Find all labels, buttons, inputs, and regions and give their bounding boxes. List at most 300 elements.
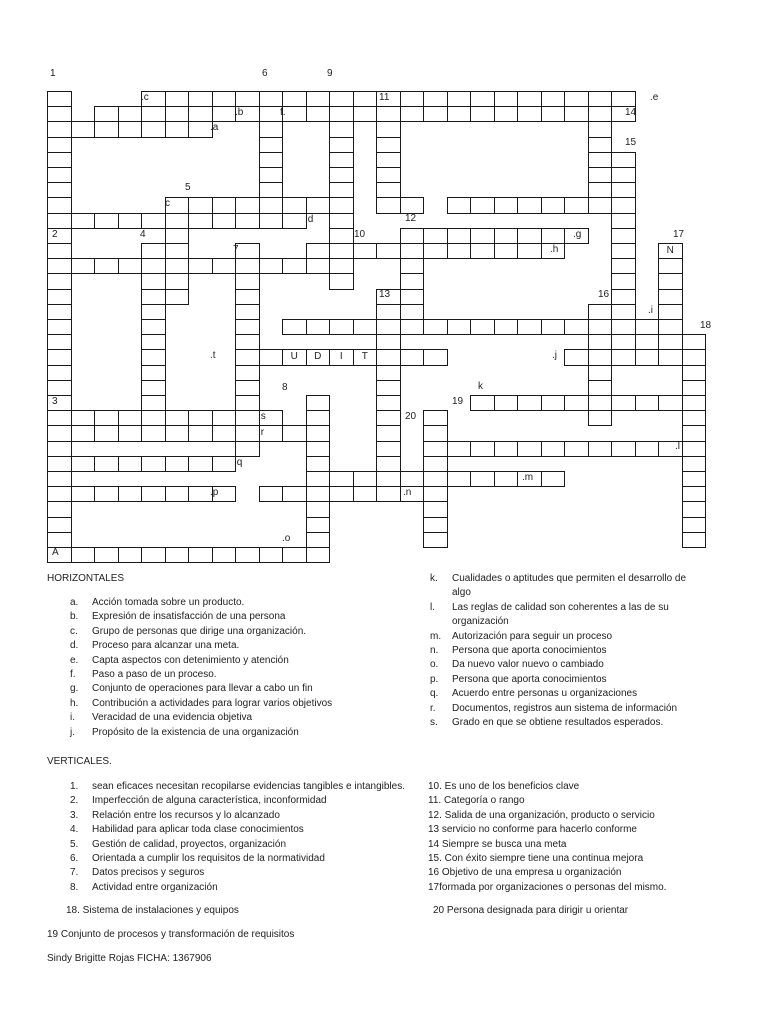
- grid-cell[interactable]: [47, 137, 72, 153]
- grid-cell[interactable]: [376, 486, 401, 502]
- grid-cell[interactable]: [564, 319, 589, 335]
- grid-cell[interactable]: [517, 91, 542, 107]
- grid-cell[interactable]: [306, 501, 331, 517]
- grid-cell[interactable]: [282, 547, 307, 563]
- grid-cell[interactable]: [259, 137, 284, 153]
- grid-cell[interactable]: [353, 319, 378, 335]
- grid-cell[interactable]: [47, 213, 72, 229]
- grid-cell[interactable]: [611, 319, 636, 335]
- grid-cell[interactable]: [494, 441, 519, 457]
- grid-cell[interactable]: [235, 425, 260, 441]
- grid-cell[interactable]: [682, 334, 707, 350]
- grid-cell[interactable]: [212, 258, 237, 274]
- grid-cell[interactable]: [658, 304, 683, 320]
- grid-cell[interactable]: [682, 456, 707, 472]
- grid-cell[interactable]: [611, 182, 636, 198]
- grid-cell[interactable]: [118, 258, 143, 274]
- grid-cell[interactable]: [611, 258, 636, 274]
- grid-cell[interactable]: [306, 91, 331, 107]
- grid-cell[interactable]: [658, 273, 683, 289]
- grid-cell[interactable]: [141, 425, 166, 441]
- grid-cell[interactable]: [682, 395, 707, 411]
- grid-cell[interactable]: [47, 106, 72, 122]
- grid-cell[interactable]: [165, 547, 190, 563]
- grid-cell[interactable]: [376, 395, 401, 411]
- grid-cell[interactable]: [682, 410, 707, 426]
- grid-cell[interactable]: [376, 121, 401, 137]
- grid-cell[interactable]: [306, 243, 331, 259]
- grid-cell[interactable]: [165, 91, 190, 107]
- grid-cell[interactable]: [141, 547, 166, 563]
- grid-cell[interactable]: [517, 106, 542, 122]
- grid-cell[interactable]: [470, 228, 495, 244]
- grid-cell[interactable]: [306, 425, 331, 441]
- grid-cell[interactable]: [235, 441, 260, 457]
- grid-cell[interactable]: [282, 197, 307, 213]
- grid-cell[interactable]: [682, 517, 707, 533]
- grid-cell[interactable]: [353, 106, 378, 122]
- grid-cell[interactable]: [494, 106, 519, 122]
- grid-cell[interactable]: [588, 410, 613, 426]
- grid-cell[interactable]: [212, 213, 237, 229]
- grid-cell[interactable]: [611, 228, 636, 244]
- grid-cell[interactable]: [611, 304, 636, 320]
- grid-cell[interactable]: [353, 243, 378, 259]
- grid-cell[interactable]: [141, 258, 166, 274]
- grid-cell[interactable]: [376, 425, 401, 441]
- grid-cell[interactable]: [141, 304, 166, 320]
- grid-cell[interactable]: [353, 471, 378, 487]
- grid-cell[interactable]: [94, 456, 119, 472]
- grid-cell[interactable]: T: [353, 349, 378, 365]
- grid-cell[interactable]: [635, 319, 660, 335]
- grid-cell[interactable]: [470, 106, 495, 122]
- grid-cell[interactable]: [541, 319, 566, 335]
- grid-cell[interactable]: [141, 380, 166, 396]
- grid-cell[interactable]: [47, 501, 72, 517]
- grid-cell[interactable]: [611, 334, 636, 350]
- grid-cell[interactable]: [588, 121, 613, 137]
- grid-cell[interactable]: [282, 91, 307, 107]
- grid-cell[interactable]: [165, 486, 190, 502]
- grid-cell[interactable]: [212, 91, 237, 107]
- grid-cell[interactable]: [235, 380, 260, 396]
- grid-cell[interactable]: [47, 152, 72, 168]
- grid-cell[interactable]: [282, 425, 307, 441]
- grid-cell[interactable]: [71, 213, 96, 229]
- grid-cell[interactable]: [47, 471, 72, 487]
- grid-cell[interactable]: [517, 228, 542, 244]
- grid-cell[interactable]: [329, 182, 354, 198]
- grid-cell[interactable]: [329, 471, 354, 487]
- grid-cell[interactable]: [400, 106, 425, 122]
- grid-cell[interactable]: [517, 319, 542, 335]
- grid-cell[interactable]: [282, 213, 307, 229]
- grid-cell[interactable]: [376, 456, 401, 472]
- grid-cell[interactable]: [188, 456, 213, 472]
- grid-cell[interactable]: [400, 197, 425, 213]
- grid-cell[interactable]: [118, 486, 143, 502]
- grid-cell[interactable]: [47, 228, 72, 244]
- grid-cell[interactable]: [423, 319, 448, 335]
- grid-cell[interactable]: [376, 167, 401, 183]
- grid-cell[interactable]: [588, 137, 613, 153]
- grid-cell[interactable]: [376, 106, 401, 122]
- grid-cell[interactable]: [47, 486, 72, 502]
- grid-cell[interactable]: [235, 410, 260, 426]
- grid-cell[interactable]: [682, 501, 707, 517]
- grid-cell[interactable]: [235, 319, 260, 335]
- grid-cell[interactable]: [376, 304, 401, 320]
- grid-cell[interactable]: [658, 319, 683, 335]
- grid-cell[interactable]: [423, 91, 448, 107]
- grid-cell[interactable]: [329, 273, 354, 289]
- grid-cell[interactable]: [259, 486, 284, 502]
- grid-cell[interactable]: [376, 182, 401, 198]
- grid-cell[interactable]: [423, 471, 448, 487]
- grid-cell[interactable]: [212, 106, 237, 122]
- grid-cell[interactable]: [494, 319, 519, 335]
- grid-cell[interactable]: [47, 182, 72, 198]
- grid-cell[interactable]: [470, 471, 495, 487]
- grid-cell[interactable]: [306, 517, 331, 533]
- grid-cell[interactable]: [235, 334, 260, 350]
- grid-cell[interactable]: [400, 273, 425, 289]
- grid-cell[interactable]: [541, 197, 566, 213]
- grid-cell[interactable]: [306, 106, 331, 122]
- grid-cell[interactable]: [282, 319, 307, 335]
- grid-cell[interactable]: [259, 213, 284, 229]
- grid-cell[interactable]: [118, 547, 143, 563]
- grid-cell[interactable]: [329, 213, 354, 229]
- grid-cell[interactable]: [588, 197, 613, 213]
- grid-cell[interactable]: [94, 547, 119, 563]
- grid-cell[interactable]: [306, 456, 331, 472]
- grid-cell[interactable]: [541, 471, 566, 487]
- grid-cell[interactable]: [47, 243, 72, 259]
- grid-cell[interactable]: [188, 213, 213, 229]
- grid-cell[interactable]: [306, 319, 331, 335]
- grid-cell[interactable]: [376, 365, 401, 381]
- grid-cell[interactable]: [329, 243, 354, 259]
- grid-cell[interactable]: N: [658, 243, 683, 259]
- grid-cell[interactable]: [658, 334, 683, 350]
- grid-cell[interactable]: [259, 547, 284, 563]
- grid-cell[interactable]: [259, 258, 284, 274]
- grid-cell[interactable]: [611, 349, 636, 365]
- grid-cell[interactable]: [423, 228, 448, 244]
- grid-cell[interactable]: [353, 91, 378, 107]
- grid-cell[interactable]: [94, 121, 119, 137]
- grid-cell[interactable]: [658, 349, 683, 365]
- grid-cell[interactable]: [635, 349, 660, 365]
- grid-cell[interactable]: [235, 273, 260, 289]
- grid-cell[interactable]: [259, 349, 284, 365]
- grid-cell[interactable]: [212, 425, 237, 441]
- grid-cell[interactable]: [423, 243, 448, 259]
- grid-cell[interactable]: [470, 243, 495, 259]
- grid-cell[interactable]: [212, 456, 237, 472]
- grid-cell[interactable]: [588, 304, 613, 320]
- grid-cell[interactable]: [541, 91, 566, 107]
- grid-cell[interactable]: [353, 486, 378, 502]
- grid-cell[interactable]: [188, 106, 213, 122]
- grid-cell[interactable]: [47, 441, 72, 457]
- grid-cell[interactable]: [588, 106, 613, 122]
- grid-cell[interactable]: [329, 91, 354, 107]
- grid-cell[interactable]: [94, 486, 119, 502]
- grid-cell[interactable]: [235, 365, 260, 381]
- grid-cell[interactable]: [235, 349, 260, 365]
- grid-cell[interactable]: [94, 410, 119, 426]
- grid-cell[interactable]: [141, 289, 166, 305]
- grid-cell[interactable]: [141, 395, 166, 411]
- grid-cell[interactable]: [47, 532, 72, 548]
- grid-cell[interactable]: [376, 319, 401, 335]
- grid-cell[interactable]: [306, 395, 331, 411]
- grid-cell[interactable]: [376, 441, 401, 457]
- grid-cell[interactable]: [188, 197, 213, 213]
- grid-cell[interactable]: I: [329, 349, 354, 365]
- grid-cell[interactable]: [541, 106, 566, 122]
- grid-cell[interactable]: [470, 441, 495, 457]
- grid-cell[interactable]: [588, 182, 613, 198]
- grid-cell[interactable]: [588, 441, 613, 457]
- grid-cell[interactable]: [494, 197, 519, 213]
- grid-cell[interactable]: [141, 410, 166, 426]
- grid-cell[interactable]: [423, 517, 448, 533]
- grid-cell[interactable]: [423, 349, 448, 365]
- grid-cell[interactable]: [188, 121, 213, 137]
- grid-cell[interactable]: [235, 304, 260, 320]
- grid-cell[interactable]: [376, 137, 401, 153]
- grid-cell[interactable]: [118, 213, 143, 229]
- grid-cell[interactable]: [400, 349, 425, 365]
- grid-cell[interactable]: [611, 273, 636, 289]
- grid-cell[interactable]: [71, 486, 96, 502]
- grid-cell[interactable]: [682, 486, 707, 502]
- grid-cell[interactable]: [306, 547, 331, 563]
- grid-cell[interactable]: [682, 365, 707, 381]
- grid-cell[interactable]: [141, 121, 166, 137]
- grid-cell[interactable]: [188, 258, 213, 274]
- grid-cell[interactable]: [47, 319, 72, 335]
- grid-cell[interactable]: [658, 258, 683, 274]
- grid-cell[interactable]: [188, 547, 213, 563]
- grid-cell[interactable]: [376, 243, 401, 259]
- grid-cell[interactable]: [141, 456, 166, 472]
- grid-cell[interactable]: [611, 91, 636, 107]
- grid-cell[interactable]: [400, 228, 425, 244]
- grid-cell[interactable]: [165, 456, 190, 472]
- grid-cell[interactable]: [282, 258, 307, 274]
- grid-cell[interactable]: [588, 395, 613, 411]
- grid-cell[interactable]: [423, 532, 448, 548]
- grid-cell[interactable]: [141, 273, 166, 289]
- grid-cell[interactable]: [165, 425, 190, 441]
- grid-cell[interactable]: [447, 471, 472, 487]
- grid-cell[interactable]: [259, 91, 284, 107]
- grid-cell[interactable]: [141, 349, 166, 365]
- grid-cell[interactable]: [47, 258, 72, 274]
- grid-cell[interactable]: [588, 319, 613, 335]
- grid-cell[interactable]: [94, 106, 119, 122]
- grid-cell[interactable]: [188, 410, 213, 426]
- grid-cell[interactable]: [47, 91, 72, 107]
- grid-cell[interactable]: [235, 258, 260, 274]
- grid-cell[interactable]: [447, 106, 472, 122]
- grid-cell[interactable]: [611, 152, 636, 168]
- grid-cell[interactable]: [329, 319, 354, 335]
- grid-cell[interactable]: [376, 380, 401, 396]
- grid-cell[interactable]: [47, 273, 72, 289]
- grid-cell[interactable]: [118, 121, 143, 137]
- grid-cell[interactable]: [329, 167, 354, 183]
- grid-cell[interactable]: [658, 289, 683, 305]
- grid-cell[interactable]: [94, 425, 119, 441]
- grid-cell[interactable]: [188, 425, 213, 441]
- grid-cell[interactable]: [400, 91, 425, 107]
- grid-cell[interactable]: [141, 213, 166, 229]
- grid-cell[interactable]: [141, 486, 166, 502]
- grid-cell[interactable]: [423, 456, 448, 472]
- grid-cell[interactable]: [400, 243, 425, 259]
- grid-cell[interactable]: [47, 517, 72, 533]
- grid-cell[interactable]: [682, 349, 707, 365]
- grid-cell[interactable]: [47, 395, 72, 411]
- grid-cell[interactable]: [376, 471, 401, 487]
- grid-cell[interactable]: [400, 258, 425, 274]
- grid-cell[interactable]: [165, 106, 190, 122]
- grid-cell[interactable]: [447, 228, 472, 244]
- grid-cell[interactable]: [94, 258, 119, 274]
- grid-cell[interactable]: [141, 334, 166, 350]
- grid-cell[interactable]: [447, 243, 472, 259]
- grid-cell[interactable]: [611, 213, 636, 229]
- grid-cell[interactable]: [306, 258, 331, 274]
- grid-cell[interactable]: [306, 532, 331, 548]
- grid-cell[interactable]: [165, 289, 190, 305]
- grid-cell[interactable]: [329, 121, 354, 137]
- grid-cell[interactable]: [470, 197, 495, 213]
- grid-cell[interactable]: [71, 410, 96, 426]
- grid-cell[interactable]: [47, 349, 72, 365]
- grid-cell[interactable]: [47, 456, 72, 472]
- grid-cell[interactable]: [212, 547, 237, 563]
- grid-cell[interactable]: [282, 106, 307, 122]
- grid-cell[interactable]: [71, 121, 96, 137]
- grid-cell[interactable]: [564, 106, 589, 122]
- grid-cell[interactable]: [423, 410, 448, 426]
- grid-cell[interactable]: [611, 243, 636, 259]
- grid-cell[interactable]: [329, 152, 354, 168]
- grid-cell[interactable]: [235, 91, 260, 107]
- grid-cell[interactable]: [541, 395, 566, 411]
- grid-cell[interactable]: [588, 380, 613, 396]
- grid-cell[interactable]: [329, 197, 354, 213]
- grid-cell[interactable]: [141, 319, 166, 335]
- grid-cell[interactable]: [400, 471, 425, 487]
- grid-cell[interactable]: [682, 425, 707, 441]
- grid-cell[interactable]: [47, 304, 72, 320]
- grid-cell[interactable]: [470, 395, 495, 411]
- grid-cell[interactable]: [306, 197, 331, 213]
- grid-cell[interactable]: [564, 91, 589, 107]
- grid-cell[interactable]: [588, 334, 613, 350]
- grid-cell[interactable]: [635, 441, 660, 457]
- grid-cell[interactable]: [635, 395, 660, 411]
- grid-cell[interactable]: [423, 501, 448, 517]
- grid-cell[interactable]: [329, 486, 354, 502]
- grid-cell[interactable]: [376, 334, 401, 350]
- grid-cell[interactable]: [541, 441, 566, 457]
- grid-cell[interactable]: [118, 106, 143, 122]
- grid-cell[interactable]: [564, 349, 589, 365]
- grid-cell[interactable]: [682, 380, 707, 396]
- grid-cell[interactable]: [235, 213, 260, 229]
- grid-cell[interactable]: [165, 121, 190, 137]
- grid-cell[interactable]: [376, 197, 401, 213]
- grid-cell[interactable]: [494, 91, 519, 107]
- grid-cell[interactable]: [212, 197, 237, 213]
- grid-cell[interactable]: [517, 243, 542, 259]
- grid-cell[interactable]: [47, 334, 72, 350]
- grid-cell[interactable]: [517, 197, 542, 213]
- grid-cell[interactable]: [588, 349, 613, 365]
- grid-cell[interactable]: [517, 395, 542, 411]
- grid-cell[interactable]: [141, 365, 166, 381]
- grid-cell[interactable]: [306, 471, 331, 487]
- grid-cell[interactable]: [494, 228, 519, 244]
- grid-cell[interactable]: [423, 486, 448, 502]
- grid-cell[interactable]: [588, 365, 613, 381]
- grid-cell[interactable]: [306, 441, 331, 457]
- grid-cell[interactable]: [165, 258, 190, 274]
- grid-cell[interactable]: [259, 167, 284, 183]
- grid-cell[interactable]: [47, 547, 72, 563]
- grid-cell[interactable]: [682, 532, 707, 548]
- grid-cell[interactable]: [541, 228, 566, 244]
- grid-cell[interactable]: [329, 258, 354, 274]
- grid-cell[interactable]: [494, 395, 519, 411]
- grid-cell[interactable]: [47, 167, 72, 183]
- grid-cell[interactable]: [47, 380, 72, 396]
- grid-cell[interactable]: [141, 243, 166, 259]
- grid-cell[interactable]: [470, 319, 495, 335]
- grid-cell[interactable]: [400, 289, 425, 305]
- grid-cell[interactable]: [447, 441, 472, 457]
- grid-cell[interactable]: [259, 182, 284, 198]
- grid-cell[interactable]: [564, 197, 589, 213]
- grid-cell[interactable]: [400, 319, 425, 335]
- grid-cell[interactable]: [423, 106, 448, 122]
- grid-cell[interactable]: [141, 106, 166, 122]
- grid-cell[interactable]: U: [282, 349, 307, 365]
- grid-cell[interactable]: [423, 441, 448, 457]
- grid-cell[interactable]: [494, 243, 519, 259]
- grid-cell[interactable]: [306, 486, 331, 502]
- grid-cell[interactable]: [376, 410, 401, 426]
- grid-cell[interactable]: [118, 425, 143, 441]
- grid-cell[interactable]: [165, 273, 190, 289]
- grid-cell[interactable]: [611, 441, 636, 457]
- grid-cell[interactable]: [165, 243, 190, 259]
- grid-cell[interactable]: [259, 152, 284, 168]
- grid-cell[interactable]: [259, 197, 284, 213]
- grid-cell[interactable]: [235, 289, 260, 305]
- grid-cell[interactable]: [447, 197, 472, 213]
- grid-cell[interactable]: [564, 395, 589, 411]
